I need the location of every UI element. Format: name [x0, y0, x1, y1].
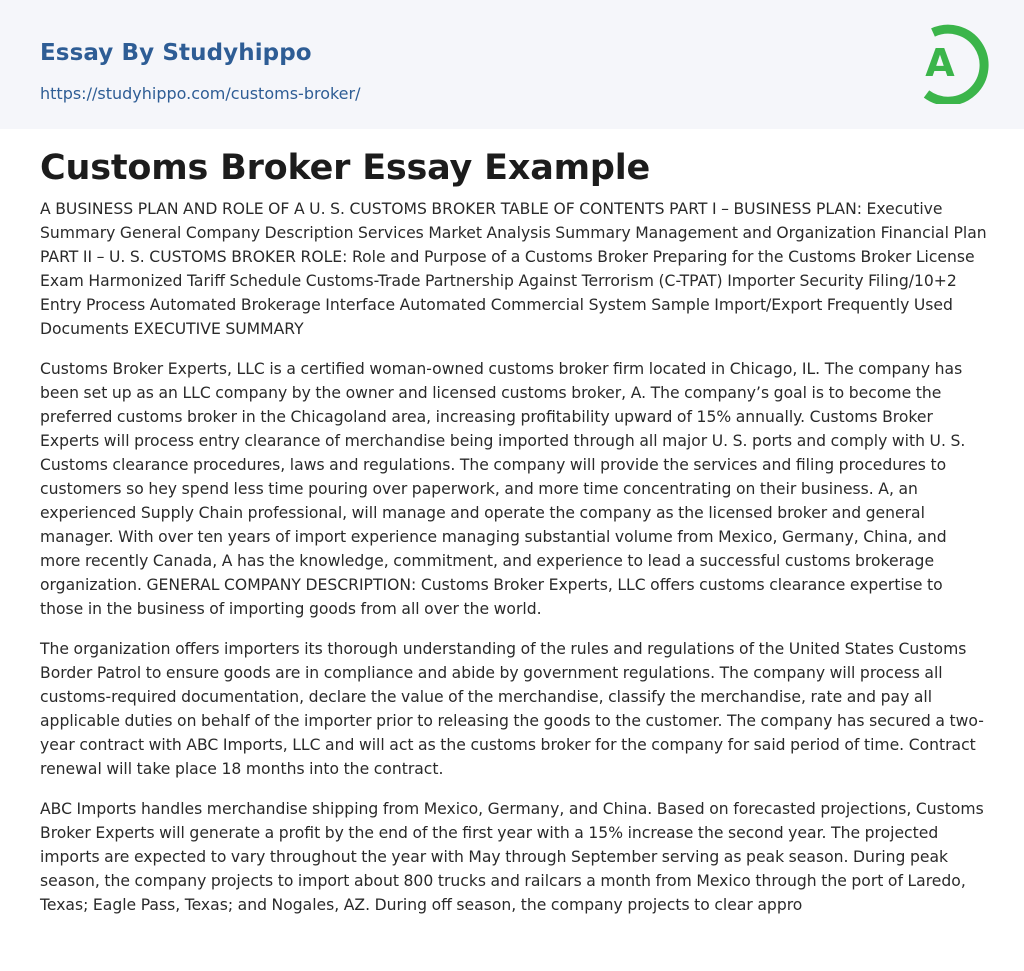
essay-paragraph: Customs Broker Experts, LLC is a certified woman-owned customs broker firm located in Chicago, IL. The company has been set up as an LLC company by the owner and licensed customs broker, A. The company’s goal is to become the preferred customs broker in the Chicagoland area, increasing profitability upward of 15% annually. Customs Broker Experts will process entry clearance of merchandise being imported through all major U. S. ports and comply with U. S. Customs clearance procedures, laws and regulations. The company will provide the services and filing procedures to customers so hey spend less time pouring over paperwork, and more time concentrating on their business. A, an experienced Supply Chain professional, will manage and operate the company as the licensed broker and general manager. With over ten years of import experience managing substantial volume from Mexico, Germany, China, and more recently Canada, A has the knowledge, commitment, and experience to lead a successful customs brokerage organization. GENERAL COMPANY DESCRIPTION: Customs Broker Experts, LLC offers customs clearance expertise to those in the business of importing goods from all over the world.: [40, 360, 966, 618]
essay-paragraph: A BUSINESS PLAN AND ROLE OF A U. S. CUSTOMS BROKER TABLE OF CONTENTS PART I – BUSINESS PLAN: Executive Summary General Company Description Services Market Analysis Summary Management and Organization Financial Plan PART II – U. S. CUSTOMS BROKER ROLE: Role and Purpose of a Customs Broker Preparing for the Customs Broker License Exam Harmonized Tariff Schedule Customs-Trade Partnership Against Terrorism (C-TPAT) Importer Security Filing/10+2 Entry Process Automated Brokerage Interface Automated Commercial System Sample Import/Export Frequently Used Documents EXECUTIVE SUMMARY: [40, 200, 987, 338]
source-url-link[interactable]: https://studyhippo.com/customs-broker/: [40, 84, 361, 103]
essay-paragraph: ABC Imports handles merchandise shipping from Mexico, Germany, and China. Based on forecasted projections, Customs Broker Experts will generate a profit by the end of the first year with a 15% increase the second year. The projected imports are expected to vary throughout the year with May through September serving as peak season. During peak season, the company projects to import about 800 trucks and railcars a month from Mexico through the port of Laredo, Texas; Eagle Pass, Texas; and Nogales, AZ. During off season, the company projects to clear appro: [40, 800, 984, 914]
logo-letter: A: [925, 41, 955, 85]
page-title: Customs Broker Essay Example: [40, 148, 651, 188]
studyhippo-logo-icon[interactable]: [906, 18, 992, 104]
essay-paragraph: The organization offers importers its thorough understanding of the rules and regulations of the United States Customs Border Patrol to ensure goods are in compliance and abide by government regulations. The company will process all customs-required documentation, declare the value of the merchandise, classify the merchandise, rate and pay all applicable duties on behalf of the importer prior to releasing the goods to the customer. The company has secured a two-year contract with ABC Imports, LLC and will act as the customs broker for the company for said period of time. Contract renewal will take place 18 months into the contract.: [40, 640, 984, 778]
site-header: [0, 0, 1024, 129]
site-title[interactable]: Essay By Studyhippo: [40, 40, 312, 66]
essay-content: [40, 144, 988, 933]
logo-graphic: [906, 18, 992, 104]
